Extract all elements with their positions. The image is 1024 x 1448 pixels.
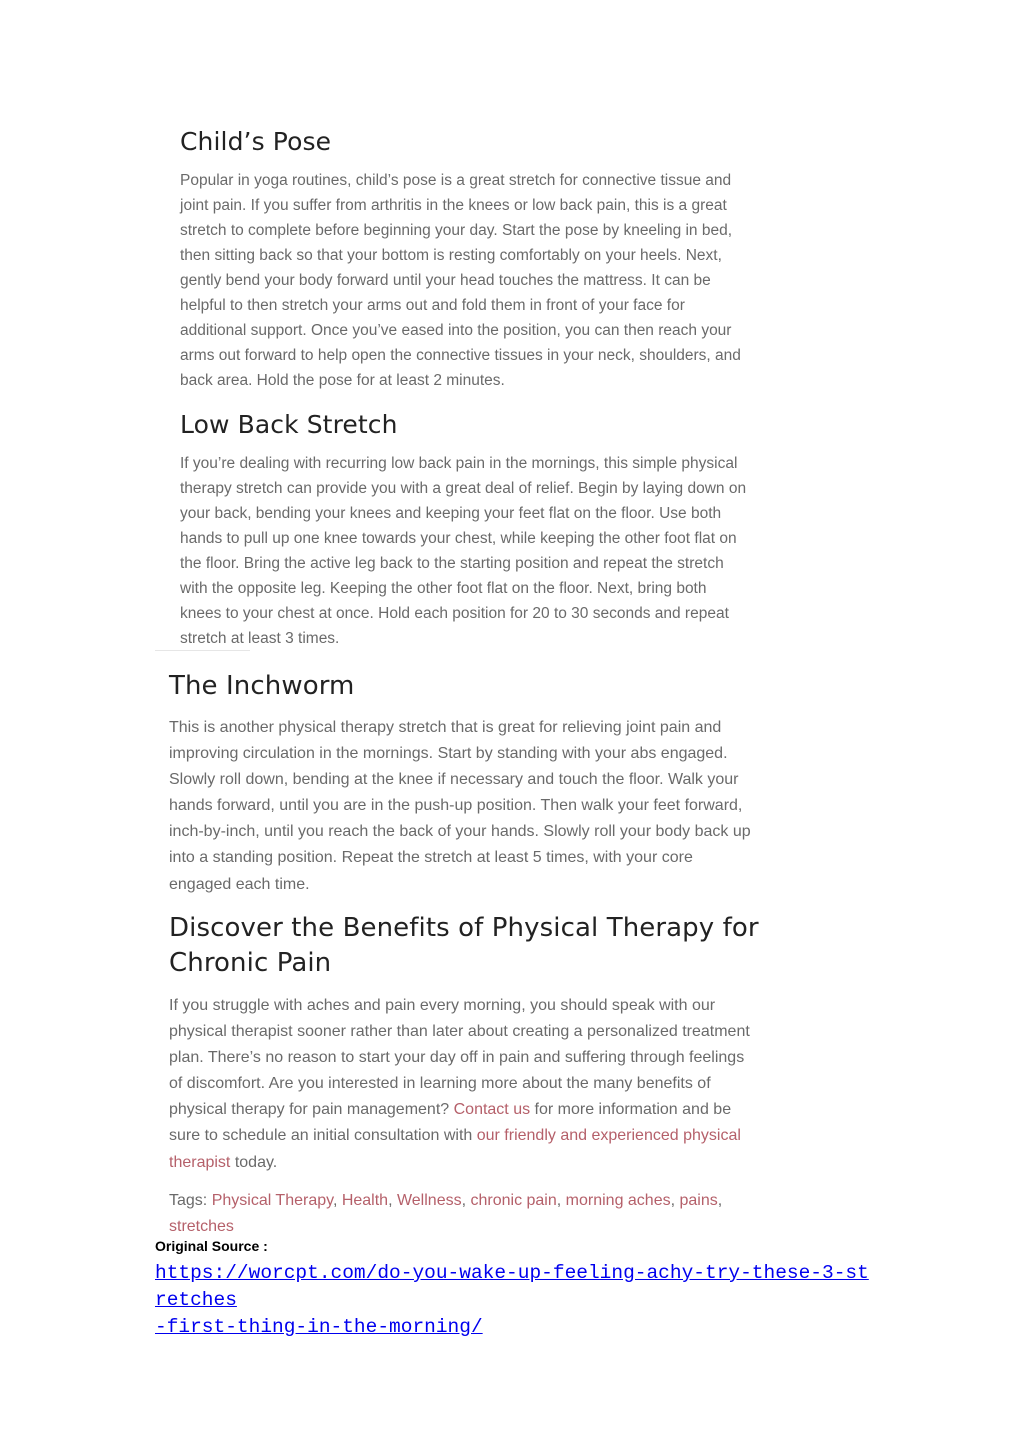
section-inchworm (169, 669, 814, 898)
tag-link[interactable]: morning aches (565, 1192, 671, 1209)
tags-label: Tags: (169, 1192, 212, 1209)
therapist-link-continued[interactable]: therapist (169, 1153, 231, 1171)
divider (155, 650, 250, 651)
original-source (155, 1237, 875, 1341)
section-body: If you’re dealing with recurring low back pain in the mornings, this simple physical therapy stretch can provide you with a great deal of relief. Begin by laying down on your back, bending your knees and keeping your feet flat on the floor. Use both hands to pull up one knee towards your chest, while keeping the other foot flat on the floor. Bring the active leg back to the starting position and repeat the stretch with the opposite leg. Keeping the other foot flat on the floor. Next, bring both knees to your chest at once. Hold each position for 20 to 30 seconds and repeat stretch at least 3 times. (180, 455, 747, 647)
tag-link[interactable]: chronic pain (470, 1192, 557, 1209)
section-heading: Low Back Stretch (180, 410, 398, 439)
tag-link[interactable]: Health (341, 1192, 389, 1209)
tags-list: Tags: Physical Therapy, Health, Wellness, chronic pain, morning aches, pains, stretches (169, 1192, 723, 1236)
source-url-link[interactable]: https://worcpt.com/do-you-wake-up-feeling-achy-try-these-3-stretches -first-thing-in-the-morning/ (155, 1262, 869, 1338)
section-low-back-stretch (180, 407, 800, 651)
section-childs-pose (180, 124, 800, 393)
tag-link[interactable]: Physical Therapy (211, 1192, 333, 1209)
therapist-link[interactable]: our friendly and experienced physical (476, 1127, 741, 1145)
source-label: Original Source : (155, 1238, 268, 1254)
contact-us-link[interactable]: Contact us (453, 1101, 531, 1119)
tag-link[interactable]: pains (679, 1192, 718, 1209)
section-heading: Discover the Benefits of Physical Therapy for Chronic Pain (169, 913, 759, 978)
section-body: If you struggle with aches and pain every morning, you should speak with our physical therapist sooner rather than later about creating a personalized treatment plan. There’s no reason to start your day off in pain and suffering through feelings of discomfort. Are you interested in learning more about the many benefits of physical therapy for pain management? Contact us for more information and be sure to schedule an initial consultation with our friendly and experienced physical therapist today. (169, 997, 750, 1171)
tag-link[interactable]: Wellness (396, 1192, 462, 1209)
section-heading: Child’s Pose (180, 127, 332, 156)
section-body: Popular in yoga routines, child’s pose is a great stretch for connective tissue and joint pain. If you suffer from arthritis in the knees or low back pain, this is a great stretch to complete before beginning your day. Start the pose by kneeling in bed, then sitting back so that your bottom is resting comfortably on your heels. Next, gently bend your body forward until your head touches the mattress. It can be helpful to then stretch your arms out and fold them in front of your face for additional support. Once you’ve eased into the position, you can then reach your arms out forward to help open the connective tissues in your neck, shoulders, and back area. Hold the pose for at least 2 minutes. (180, 172, 741, 389)
tag-link[interactable]: stretches (169, 1218, 234, 1236)
section-benefits (169, 911, 819, 1176)
section-heading: The Inchworm (169, 671, 355, 701)
section-body: This is another physical therapy stretch that is great for relieving joint pain and improving circulation in the mornings. Start by standing with your abs engaged. Slowly roll down, bending at the knee if necessary and touch the floor. Walk your hands forward, until you are in the push-up position. Then walk your feet forward, inch-by-inch, until you reach the back of your hands. Slowly roll your body back up into a standing position. Repeat the stretch at least 5 times, with your core engaged each time. (169, 719, 751, 893)
